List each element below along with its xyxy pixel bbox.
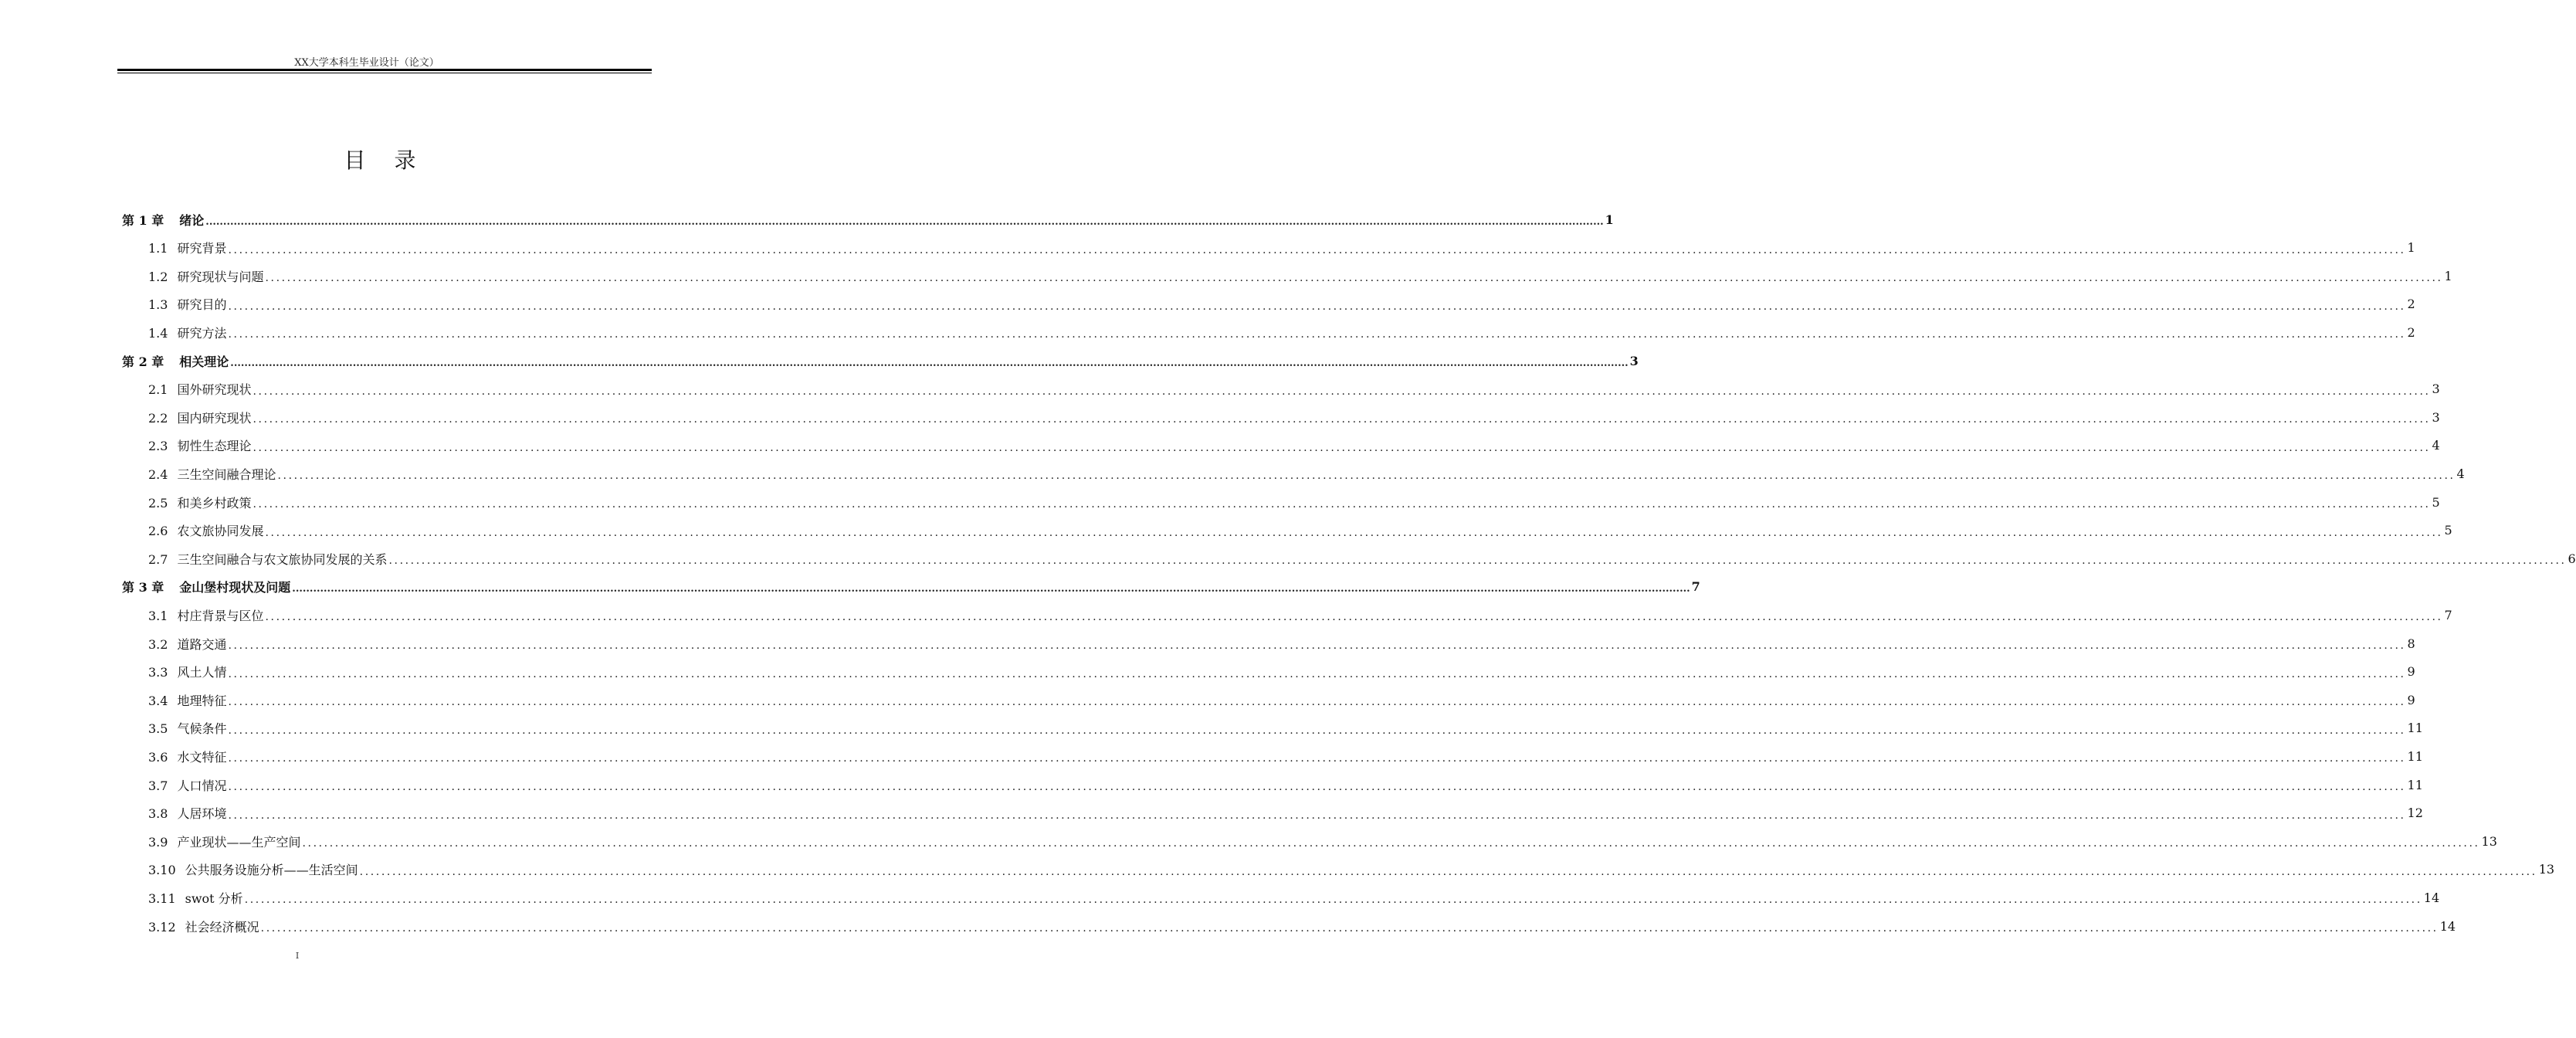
toc-dot-leader: ................................................................................................................................................................................................................................................................................................................................................................................................................ [292, 583, 1690, 595]
toc-entry-label [148, 635, 226, 653]
toc-dot-leader: ................................................................................................................................................................................................................................................................................................................................................................................................................ [359, 865, 2537, 878]
toc-section-entry[interactable] [148, 742, 2423, 770]
toc-entry-number: 2.6 [148, 524, 168, 539]
toc-entry-number: 3.6 [148, 749, 168, 765]
toc-entry-title: 水文特征 [177, 749, 227, 765]
toc-entry-title: 人口情况 [177, 778, 227, 793]
toc-entry-title: 研究背景 [177, 241, 227, 256]
toc-entry-label [148, 409, 251, 426]
toc-entry-label [148, 833, 300, 850]
toc-entry-number: 2.4 [148, 466, 168, 482]
toc-entry-label [148, 521, 263, 539]
toc-entry-label [122, 352, 229, 370]
toc-entry-label [148, 295, 226, 313]
toc-dot-leader: ................................................................................................................................................................................................................................................................................................................................................................................................................ [253, 413, 2431, 426]
toc-dot-leader: ................................................................................................................................................................................................................................................................................................................................................................................................................ [253, 385, 2431, 398]
toc-section-entry[interactable] [148, 658, 2415, 686]
toc-dot-leader: ................................................................................................................................................................................................................................................................................................................................................................................................................ [228, 328, 2406, 341]
toc-dot-leader: ................................................................................................................................................................................................................................................................................................................................................................................................................ [253, 441, 2431, 454]
toc-entry-number: 1.3 [148, 297, 168, 313]
toc-entry-title: 人居环境 [177, 806, 227, 822]
toc-entry-number: 3.10 [148, 863, 176, 878]
toc-entry-title: 气候条件 [177, 721, 227, 737]
toc-entry-page: 7 [1691, 579, 1700, 595]
toc-entry-number: 2.7 [148, 551, 168, 567]
toc-entry-page: 9 [2407, 664, 2415, 680]
toc-entry-number: 2.5 [148, 495, 168, 511]
toc-dot-leader: ................................................................................................................................................................................................................................................................................................................................................................................................................ [230, 357, 1629, 369]
toc-section-entry[interactable] [148, 771, 2423, 799]
toc-entry-page: 6 [2568, 551, 2576, 566]
toc-section-entry[interactable] [148, 432, 2440, 460]
toc-section-entry[interactable] [148, 601, 2452, 629]
toc-entry-number: 2.3 [148, 439, 168, 454]
toc-entry-label [148, 860, 358, 878]
toc-entry-page: 9 [2407, 692, 2415, 707]
toc-entry-page: 7 [2444, 607, 2452, 622]
toc-dot-leader: ................................................................................................................................................................................................................................................................................................................................................................................................................ [265, 526, 2443, 539]
toc-entry-number: 3.4 [148, 693, 168, 708]
toc-chapter-entry[interactable] [122, 205, 1614, 233]
toc-entry-label [148, 776, 226, 794]
toc-chapter-entry[interactable] [122, 573, 1700, 601]
toc-entry-page: 1 [2444, 268, 2452, 283]
toc-section-entry[interactable] [148, 488, 2440, 516]
toc-dot-leader: ................................................................................................................................................................................................................................................................................................................................................................................................................ [228, 724, 2406, 737]
toc-section-entry[interactable] [148, 884, 2440, 911]
toc-entry-number: 3.1 [148, 608, 168, 623]
toc-entry-number: 3.2 [148, 636, 168, 652]
toc-entry-number: 3.12 [148, 919, 176, 935]
toc-entry-title: 研究目的 [177, 297, 227, 313]
toc-entry-page: 3 [2432, 409, 2440, 425]
toc-entry-title: 韧性生态理论 [177, 439, 252, 454]
toc-entry-label [148, 748, 226, 765]
toc-entry-page: 2 [2407, 324, 2415, 340]
toc-section-entry[interactable] [148, 375, 2440, 403]
toc-entry-title: 国外研究现状 [177, 382, 252, 398]
toc-entry-page: 5 [2444, 523, 2452, 538]
toc-dot-leader: ................................................................................................................................................................................................................................................................................................................................................................................................................ [265, 272, 2443, 285]
toc-entry-label [148, 436, 251, 454]
toc-entry-number: 3.7 [148, 778, 168, 793]
toc-dot-leader: ................................................................................................................................................................................................................................................................................................................................................................................................................ [228, 696, 2406, 709]
toc-entry-number: 3.9 [148, 834, 168, 850]
toc-section-entry[interactable] [148, 714, 2423, 742]
toc-section-entry[interactable] [148, 827, 2497, 855]
toc-section-entry[interactable] [148, 403, 2440, 431]
toc-entry-page: 4 [2456, 466, 2465, 481]
header-rule-thick [117, 69, 652, 71]
toc-entry-label [148, 324, 226, 341]
toc-entry-number: 2.1 [148, 382, 168, 398]
toc-entry-label [148, 918, 259, 935]
toc-entry-number: 2.2 [148, 410, 168, 426]
toc-dot-leader: ................................................................................................................................................................................................................................................................................................................................................................................................................ [205, 215, 1604, 228]
toc-dot-leader: ................................................................................................................................................................................................................................................................................................................................................................................................................ [228, 243, 2406, 256]
toc-entry-page: 11 [2407, 777, 2423, 792]
toc-section-entry[interactable] [148, 234, 2415, 262]
toc-dot-leader: ................................................................................................................................................................................................................................................................................................................................................................................................................ [302, 837, 2480, 850]
toc-section-entry[interactable] [148, 544, 2576, 572]
toc-entry-title: 风土人情 [177, 665, 227, 680]
toc-entry-label [148, 550, 387, 568]
toc-entry-page: 3 [1629, 353, 1639, 368]
toc-section-entry[interactable] [148, 517, 2452, 544]
toc-entry-title: 公共服务设施分析——生活空间 [185, 863, 358, 878]
toc-entry-label [148, 267, 263, 285]
toc-entry-label [148, 691, 226, 709]
toc-entry-label [148, 889, 243, 907]
toc-entry-label [122, 211, 204, 229]
toc-entry-number: 第 1 章 [122, 212, 164, 228]
toc-section-entry[interactable] [148, 686, 2415, 714]
toc-entry-title: 三生空间融合理论 [177, 466, 276, 482]
toc-section-entry[interactable] [148, 262, 2452, 290]
toc-entry-page: 11 [2407, 748, 2423, 764]
toc-entry-page: 5 [2432, 494, 2440, 510]
toc-entry-page: 11 [2407, 721, 2423, 736]
toc-dot-leader: ................................................................................................................................................................................................................................................................................................................................................................................................................ [260, 922, 2439, 935]
toc-entry-title: swot 分析 [185, 890, 243, 906]
page-number: I [295, 951, 300, 961]
toc-dot-leader: ................................................................................................................................................................................................................................................................................................................................................................................................................ [228, 667, 2406, 680]
toc-section-entry[interactable] [148, 629, 2415, 657]
toc-dot-leader: ................................................................................................................................................................................................................................................................................................................................................................................................................ [228, 752, 2406, 765]
toc-section-entry[interactable] [148, 460, 2465, 487]
toc-entry-label [122, 578, 290, 595]
toc-entry-label [148, 663, 226, 680]
toc-entry-title: 相关理论 [179, 354, 229, 369]
toc-entry-number: 3.5 [148, 721, 168, 737]
toc-entry-page: 3 [2432, 382, 2440, 397]
toc-dot-leader: ................................................................................................................................................................................................................................................................................................................................................................................................................ [228, 300, 2406, 313]
toc-entry-title: 金山堡村现状及问题 [179, 580, 291, 595]
toc-entry-label [148, 719, 226, 737]
toc-entry-title: 产业现状——生产空间 [177, 834, 301, 850]
toc-dot-leader: ................................................................................................................................................................................................................................................................................................................................................................................................................ [228, 639, 2406, 652]
toc-entry-page: 13 [2481, 833, 2497, 849]
toc-entry-page: 14 [2423, 890, 2440, 905]
toc-entry-title: 和美乡村政策 [177, 495, 252, 511]
toc-entry-number: 3.11 [148, 890, 176, 906]
toc-entry-title: 社会经济概况 [185, 919, 259, 935]
toc-entry-label [148, 606, 263, 624]
toc-entry-title: 农文旅协同发展 [177, 524, 264, 539]
toc-entry-label [148, 380, 251, 398]
toc-section-entry[interactable] [148, 856, 2555, 884]
toc-entry-title: 研究方法 [177, 325, 227, 341]
toc-entry-title: 地理特征 [177, 693, 227, 708]
toc-section-entry[interactable] [148, 290, 2415, 318]
toc-entry-page: 14 [2439, 918, 2456, 934]
toc-entry-title: 村庄背景与区位 [177, 608, 264, 623]
toc-section-entry[interactable] [148, 318, 2415, 346]
toc-entry-page: 1 [2407, 240, 2415, 256]
toc-section-entry[interactable] [148, 799, 2423, 827]
toc-entry-title: 三生空间融合与农文旅协同发展的关系 [177, 551, 388, 567]
toc-dot-leader: ................................................................................................................................................................................................................................................................................................................................................................................................................ [265, 611, 2443, 624]
toc-dot-leader: ................................................................................................................................................................................................................................................................................................................................................................................................................ [277, 470, 2456, 483]
toc-entry-label [148, 494, 251, 511]
running-header: XX大学本科生毕业设计（论文） [294, 57, 439, 69]
toc-entry-number: 1.1 [148, 241, 168, 256]
toc-dot-leader: ................................................................................................................................................................................................................................................................................................................................................................................................................ [228, 809, 2406, 822]
toc-dot-leader: ................................................................................................................................................................................................................................................................................................................................................................................................................ [253, 498, 2431, 511]
toc-entry-number: 3.8 [148, 806, 168, 822]
toc-entry-title: 国内研究现状 [177, 410, 252, 426]
toc-entry-number: 3.3 [148, 665, 168, 680]
toc-title: 目 录 [344, 148, 427, 173]
toc-chapter-entry[interactable] [122, 347, 1639, 375]
toc-entry-page: 8 [2407, 636, 2415, 651]
toc-entry-page: 2 [2407, 297, 2415, 312]
toc-entry-page: 4 [2432, 438, 2440, 453]
toc-entry-page: 13 [2538, 862, 2555, 877]
toc-entry-title: 道路交通 [177, 636, 227, 652]
toc-entry-label [148, 465, 276, 483]
toc-entry-number: 第 3 章 [122, 580, 164, 595]
toc-entry-page: 12 [2407, 806, 2423, 821]
toc-entry-title: 研究现状与问题 [177, 269, 264, 284]
toc-entry-number: 1.4 [148, 325, 168, 341]
toc-section-entry[interactable] [148, 912, 2456, 940]
toc-entry-title: 绪论 [179, 212, 205, 228]
toc-entry-label [148, 239, 226, 256]
toc-dot-leader: ................................................................................................................................................................................................................................................................................................................................................................................................................ [228, 781, 2406, 793]
toc-entry-page: 1 [1605, 212, 1614, 227]
toc-entry-label [148, 804, 226, 822]
toc-entry-number: 第 2 章 [122, 354, 164, 369]
toc-dot-leader: ................................................................................................................................................................................................................................................................................................................................................................................................................ [244, 894, 2422, 907]
toc-entry-number: 1.2 [148, 269, 168, 284]
toc-dot-leader: ................................................................................................................................................................................................................................................................................................................................................................................................................ [388, 555, 2567, 568]
